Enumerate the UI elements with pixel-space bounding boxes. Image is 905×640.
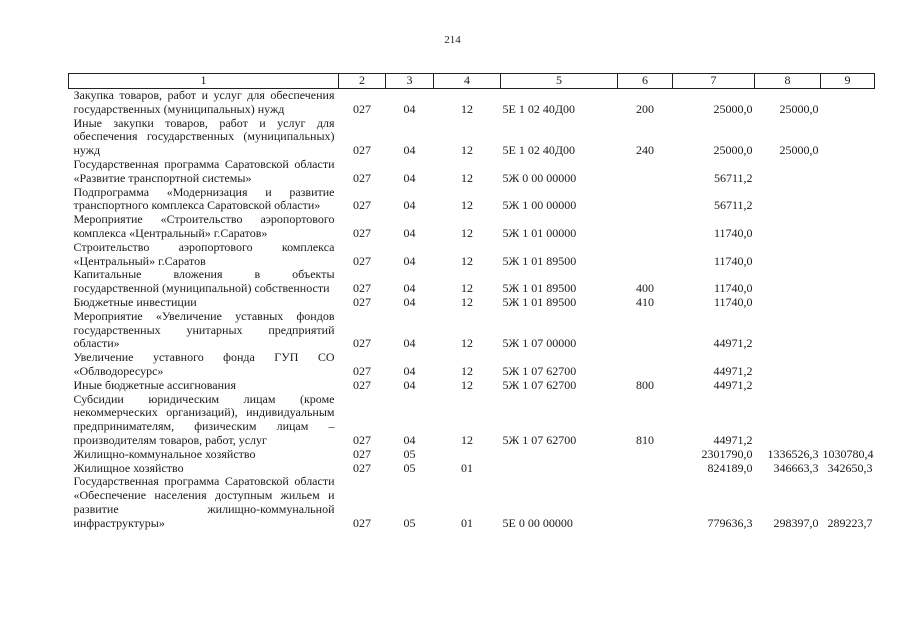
cell-code-admin: 027	[353, 253, 371, 268]
cell-amount-2	[755, 213, 821, 241]
cell-subsection: 12	[461, 143, 473, 158]
cell-description: Субсидии юридическим лицам (кроме некоммерческих организаций), индивидуальным предпринимателям, физическим лицам – производителям товаров, работ, услуг	[73, 391, 335, 447]
cell-subsection: 12	[461, 294, 473, 309]
cell-subsection: 12	[461, 281, 473, 296]
cell-subsection: 12	[461, 363, 473, 378]
cell-amount-3	[821, 158, 875, 186]
cell-code-admin: 027	[353, 101, 371, 116]
cell-amount-1: 11740,0	[713, 253, 753, 268]
cell-expense-type: 240	[636, 143, 654, 158]
table-row	[69, 117, 875, 158]
cell-target-article: 5Ж 1 07 00000	[502, 336, 577, 351]
cell-subsection: 12	[461, 170, 473, 185]
cell-amount-2: 298397,0	[773, 515, 819, 530]
cell-description: Мероприятие «Строительство аэропортового комплекса «Центральный» г.Саратов»	[73, 212, 335, 240]
cell-code-admin: 027	[353, 446, 371, 461]
cell-amount-3	[821, 213, 875, 241]
cell-target-article: 5Е 1 02 40Д00	[502, 143, 576, 158]
cell-expense-type	[618, 213, 673, 241]
cell-code-admin: 027	[353, 170, 371, 185]
cell-description: Иные закупки товаров, работ и услуг для обеспечения государственных (муниципальных) нужд	[73, 115, 335, 158]
table-row	[69, 462, 875, 476]
cell-code-admin: 027	[353, 336, 371, 351]
cell-subsection: 01	[461, 460, 473, 475]
table-row	[69, 296, 875, 310]
cell-target-article: 5Ж 1 07 62700	[502, 363, 577, 378]
cell-target-article: 5Ж 1 01 00000	[502, 225, 577, 240]
table-row	[69, 379, 875, 393]
table-row	[69, 158, 875, 186]
cell-description: Капитальные вложения в объекты государственной (муниципальной) собственности	[73, 267, 335, 296]
cell-target-article: 5Ж 1 01 89500	[502, 294, 577, 309]
cell-description: Строительство аэропортового комплекса «Центральный» г.Саратов	[73, 239, 335, 268]
table-row	[69, 448, 875, 462]
cell-section: 04	[403, 363, 416, 378]
cell-amount-2: 25000,0	[779, 101, 819, 116]
cell-target-article: 5Ж 0 00 00000	[502, 170, 577, 185]
cell-description: Иные бюджетные ассигнования	[73, 377, 236, 392]
cell-subsection: 12	[461, 253, 473, 268]
cell-expense-type	[618, 462, 673, 476]
table-row	[69, 475, 875, 530]
cell-amount-1: 824189,0	[707, 460, 753, 475]
cell-expense-type	[618, 310, 673, 351]
cell-description: Подпрограмма «Модернизация и развитие транспортного комплекса Саратовской области»	[73, 184, 335, 213]
cell-amount-2	[755, 379, 821, 393]
cell-amount-1: 2301790,0	[701, 446, 753, 461]
cell-subsection: 12	[461, 377, 473, 392]
cell-section: 04	[403, 377, 416, 392]
cell-amount-1: 44971,2	[713, 336, 753, 351]
cell-amount-3: 1030780,4	[822, 446, 874, 461]
cell-expense-type: 400	[636, 281, 654, 296]
cell-amount-3	[821, 393, 875, 448]
cell-section: 04	[403, 225, 416, 240]
cell-amount-1: 44971,2	[713, 432, 753, 447]
cell-target-article: 5Е 0 00 00000	[502, 515, 573, 530]
table-row	[69, 241, 875, 269]
cell-amount-3	[821, 241, 875, 269]
cell-code-admin: 027	[353, 225, 371, 240]
cell-target-article: 5Е 1 02 40Д00	[502, 101, 576, 116]
header-col-6: 6	[618, 74, 673, 89]
cell-description: Государственная программа Саратовской области «Развитие транспортной системы»	[73, 156, 335, 185]
cell-amount-1: 44971,2	[713, 363, 753, 378]
header-col-5: 5	[501, 74, 618, 89]
cell-subsection: 12	[461, 432, 473, 447]
cell-amount-2	[755, 310, 821, 351]
cell-subsection: 12	[461, 101, 473, 116]
table-row	[69, 186, 875, 214]
cell-amount-3	[821, 186, 875, 214]
cell-amount-2: 1336526,3	[767, 446, 819, 461]
cell-target-article: 5Ж 1 01 89500	[502, 281, 577, 296]
cell-code-admin: 027	[353, 377, 371, 392]
cell-section: 04	[403, 281, 416, 296]
header-col-9: 9	[821, 74, 875, 89]
cell-amount-2: 346663,3	[773, 460, 819, 475]
cell-amount-2	[755, 241, 821, 269]
cell-section: 04	[403, 170, 416, 185]
cell-amount-2	[755, 268, 821, 296]
header-col-4: 4	[434, 74, 501, 89]
header-col-7: 7	[673, 74, 755, 89]
cell-expense-type: 200	[636, 101, 654, 116]
cell-target-article: 5Ж 1 01 89500	[502, 253, 577, 268]
page-number: 214	[444, 34, 461, 46]
cell-amount-2	[755, 158, 821, 186]
cell-section: 04	[403, 101, 416, 116]
cell-amount-3: 342650,3	[827, 460, 873, 475]
cell-code-admin: 027	[353, 432, 371, 447]
cell-amount-1: 56711,2	[713, 198, 753, 213]
cell-expense-type	[618, 158, 673, 186]
cell-amount-1: 25000,0	[713, 101, 753, 116]
cell-amount-3	[821, 310, 875, 351]
header-col-3: 3	[386, 74, 434, 89]
cell-target-article	[501, 448, 618, 462]
cell-subsection	[434, 448, 501, 462]
cell-amount-1: 11740,0	[713, 225, 753, 240]
cell-amount-3	[821, 117, 875, 158]
cell-amount-3	[821, 296, 875, 310]
cell-expense-type	[618, 475, 673, 530]
cell-description: Бюджетные инвестиции	[73, 294, 197, 309]
cell-section: 05	[403, 460, 416, 475]
table-row	[69, 393, 875, 448]
budget-table	[68, 73, 875, 531]
cell-code-admin: 027	[353, 515, 371, 530]
cell-amount-1: 11740,0	[713, 294, 753, 309]
cell-target-article: 5Ж 1 00 00000	[502, 198, 577, 213]
table-row	[69, 310, 875, 351]
cell-amount-1: 56711,2	[713, 170, 753, 185]
cell-amount-3	[821, 268, 875, 296]
cell-section: 04	[403, 198, 416, 213]
cell-section: 05	[403, 446, 416, 461]
cell-code-admin: 027	[353, 363, 371, 378]
cell-description: Мероприятие «Увеличение уставных фондов государственных унитарных предприятий области»	[73, 308, 335, 351]
header-col-1: 1	[69, 74, 339, 89]
cell-code-admin: 027	[353, 198, 371, 213]
cell-description: Закупка товаров, работ и услуг для обеспечения государственных (муниципальных) нужд	[73, 88, 335, 116]
cell-subsection: 01	[461, 515, 473, 530]
cell-description: Жилищное хозяйство	[73, 460, 184, 475]
cell-subsection: 12	[461, 198, 473, 213]
cell-subsection: 12	[461, 225, 473, 240]
cell-amount-1: 779636,3	[707, 515, 753, 530]
table-row	[69, 268, 875, 296]
cell-code-admin: 027	[353, 460, 371, 475]
cell-expense-type	[618, 448, 673, 462]
cell-amount-1: 25000,0	[713, 143, 753, 158]
cell-expense-type: 810	[636, 432, 654, 447]
cell-expense-type	[618, 186, 673, 214]
cell-section: 04	[403, 432, 416, 447]
cell-code-admin: 027	[353, 294, 371, 309]
cell-description: Государственная программа Саратовской области «Обеспечение населения доступным жильем и развитие жилищно-коммунальной инфраструктуры»	[73, 474, 335, 530]
cell-description: Жилищно-коммунальное хозяйство	[73, 446, 256, 461]
cell-target-article: 5Ж 1 07 62700	[502, 377, 577, 392]
cell-code-admin: 027	[353, 281, 371, 296]
cell-subsection: 12	[461, 336, 473, 351]
cell-amount-3: 289223,7	[827, 515, 873, 530]
cell-target-article: 5Ж 1 07 62700	[502, 432, 577, 447]
header-col-2: 2	[339, 74, 386, 89]
cell-amount-2: 25000,0	[779, 143, 819, 158]
cell-amount-1: 11740,0	[713, 281, 753, 296]
cell-expense-type	[618, 241, 673, 269]
cell-section: 05	[403, 515, 416, 530]
cell-amount-1: 44971,2	[713, 377, 753, 392]
cell-section: 04	[403, 336, 416, 351]
cell-code-admin: 027	[353, 143, 371, 158]
table-row	[69, 213, 875, 241]
cell-section: 04	[403, 253, 416, 268]
cell-description: Увеличение уставного фонда ГУП СО «Облводоресурс»	[73, 350, 335, 378]
cell-section: 04	[403, 143, 416, 158]
header-col-8: 8	[755, 74, 821, 89]
cell-expense-type: 800	[636, 377, 654, 392]
table-row	[69, 89, 875, 117]
table-body	[69, 89, 875, 531]
cell-expense-type	[618, 351, 673, 379]
cell-section: 04	[403, 294, 416, 309]
table-row	[69, 351, 875, 379]
cell-expense-type: 410	[636, 294, 654, 309]
cell-amount-2	[755, 351, 821, 379]
cell-amount-3	[821, 379, 875, 393]
cell-amount-2	[755, 296, 821, 310]
cell-amount-2	[755, 186, 821, 214]
table-header-row	[69, 74, 875, 89]
cell-target-article	[501, 462, 618, 476]
cell-amount-2	[755, 393, 821, 448]
cell-amount-3	[821, 351, 875, 379]
cell-amount-3	[821, 89, 875, 117]
